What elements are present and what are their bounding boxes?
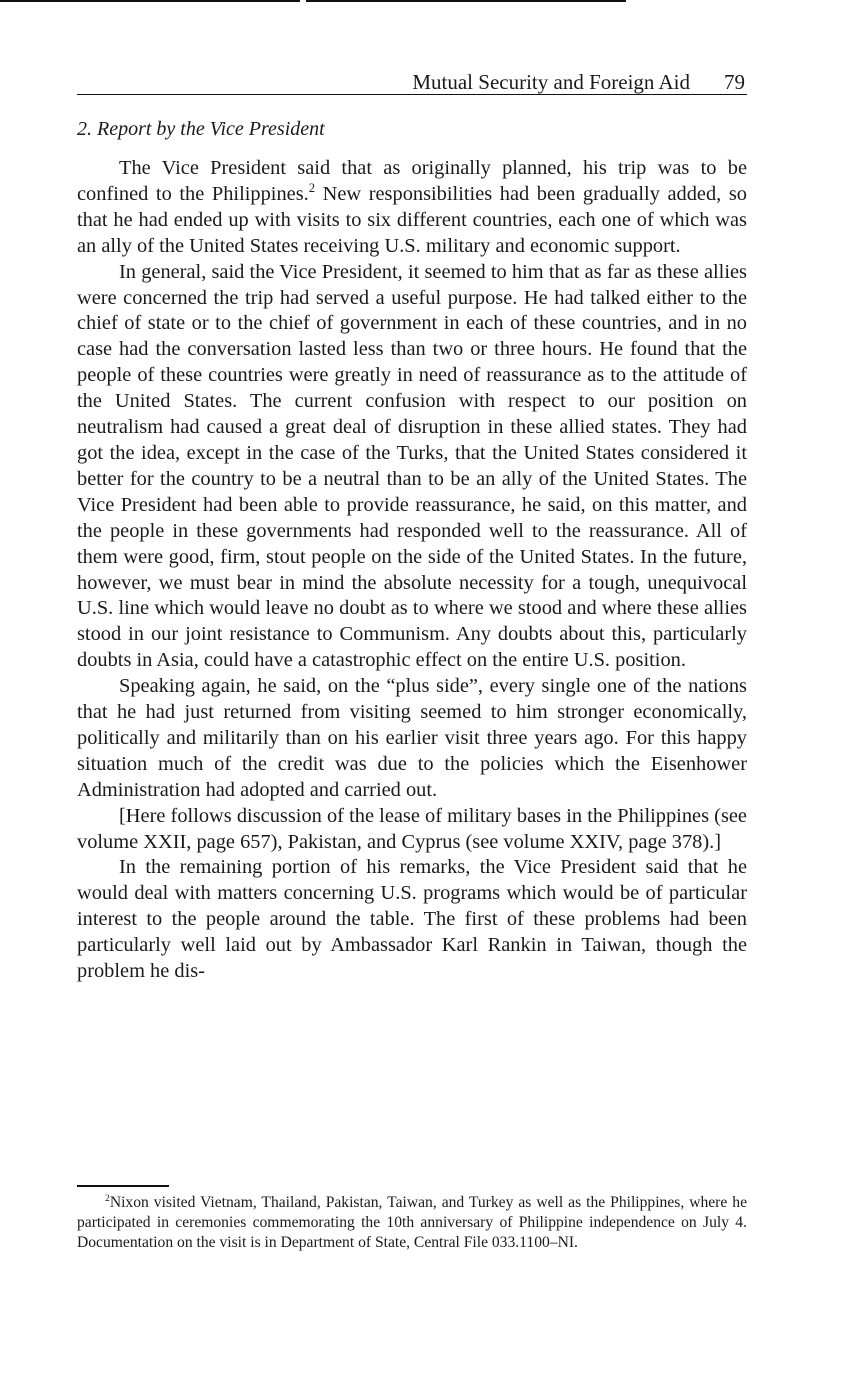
footnote-rule bbox=[77, 1185, 169, 1187]
paragraph-3: Speaking again, he said, on the “plus side”, every single one of the nations that he had just returned from visiting seemed to him stronger economically, politically and militarily than on his earlier visit three years ago. For this happy situation much of the credit was due to the policies which the Eisenhower Administration had adopted and carried out. bbox=[77, 675, 747, 801]
top-edge-rule-right bbox=[306, 0, 626, 2]
section-heading: 2. Report by the Vice President bbox=[77, 118, 325, 140]
footnote-text: Nixon visited Vietnam, Thailand, Pakistan, Taiwan, and Turkey as well as the Philippines, where he participated in ceremonies commemorating the 10th anniversary of Philippine independence on July 4. Documentation on the visit is in Department of State, Central File 033.1100–NI. bbox=[77, 1194, 747, 1252]
paragraph-1-text-continued: New responsibilities had been gradually added, so that he had ended up with visits to six different countries, each one of which was an ally of the United States receiving U.S. military and economic support. bbox=[77, 182, 747, 257]
paragraph-5: In the remaining portion of his remarks, the Vice President said that he would deal with matters concerning U.S. programs which would be of particular interest to the people around the table. The first of these problems had been particularly well laid out by Ambassador Karl Rankin in Taiwan, though the problem he dis- bbox=[77, 856, 747, 983]
top-edge-rule-left bbox=[0, 0, 300, 2]
footnote bbox=[77, 1193, 747, 1254]
body-text bbox=[77, 156, 747, 985]
running-head-title: Mutual Security and Foreign Aid bbox=[412, 70, 690, 94]
paragraph-1-text: The Vice President said that as originally planned, his trip was to be confined to the Philippines. bbox=[77, 157, 747, 205]
footnote-reference: 2 bbox=[308, 181, 316, 196]
footnote-marker: 2 bbox=[105, 1192, 110, 1204]
running-head bbox=[77, 68, 747, 95]
paragraph-4: [Here follows discussion of the lease of military bases in the Philippines (see volume XXII, page 657), Pakistan, and Cyprus (see volume XXIV, page 378).] bbox=[77, 804, 747, 853]
page-number: 79 bbox=[724, 70, 745, 94]
paragraph-2: In general, said the Vice President, it seemed to him that as far as these allies were concerned the trip had served a useful purpose. He had talked either to the chief of state or to the chief of government in each of these countries, and in no case had the conversation lasted less than two or three hours. He found that the people of these countries were greatly in need of reassurance as to the attitude of the United States. The current confusion with respect to our position on neutralism had caused a great deal of disruption in these allied states. They had got the idea, except in the case of the Turks, that the United States considered it better for the country to be a neutral than to be an ally of the United States. The Vice President had been able to provide reassurance, he said, on this matter, and the people in these governments had responded well to the reassurance. All of them were good, firm, stout people on the side of the United States. In the future, however, we must bear in mind the absolute necessity for a tough, unequivocal U.S. line which would leave no doubt as to where we stood and where these allies stood in our joint resistance to Communism. Any doubts about this, particularly doubts in Asia, could have a catastrophic effect on the entire U.S. position. bbox=[77, 260, 747, 672]
paragraph-1 bbox=[77, 156, 747, 260]
